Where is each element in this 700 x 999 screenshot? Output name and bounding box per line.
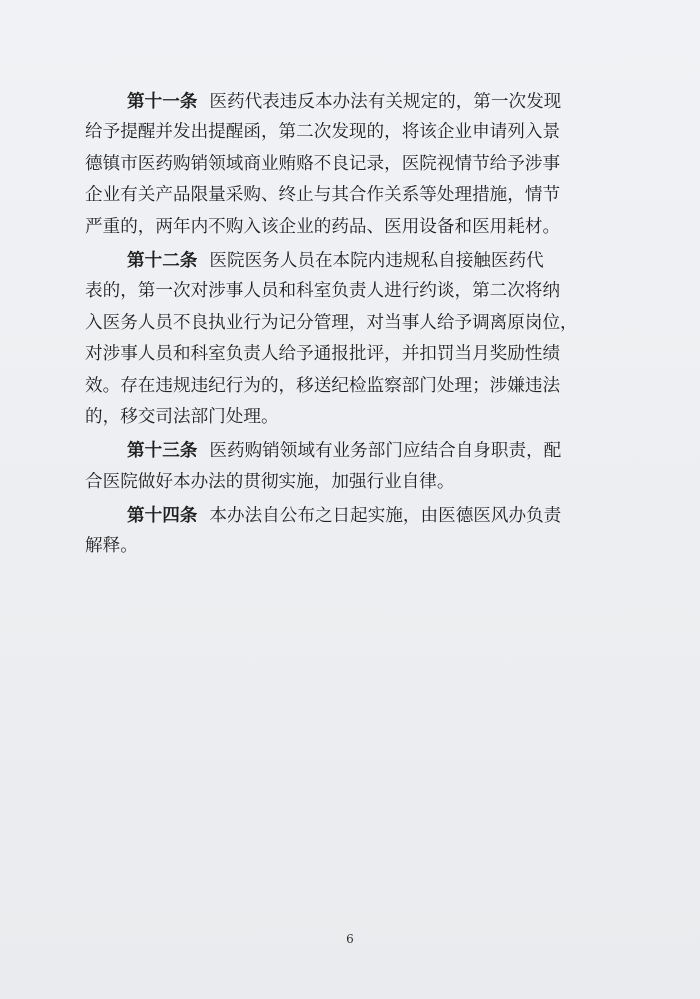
page-number: 6: [346, 932, 354, 946]
article-text: 医药代表违反本办法有关规定的，第一次发现: [209, 92, 562, 112]
article-11: [85, 86, 605, 243]
article-14: [85, 500, 605, 563]
article-line: 企业有关产品限量采购、终止与其合作关系等处理措施，情节: [85, 185, 561, 206]
article-12: [85, 245, 605, 433]
article-13: [85, 435, 605, 498]
article-line: 严重的，两年内不购入该企业的药品、医用设备和医用耗材。: [85, 216, 561, 237]
article-first-line: [85, 86, 605, 117]
article-first-line: [85, 500, 605, 531]
article-line: 表的，第一次对涉事人员和科室负责人进行约谈，第二次将纳: [85, 281, 561, 302]
article-line: 解释。: [85, 536, 138, 557]
article-first-line: [85, 435, 605, 466]
article-number: 第十三条: [127, 440, 198, 462]
article-line: 德镇市医药购销领域商业贿赂不良记录，医院视情节给予涉事: [85, 153, 561, 174]
article-first-line: [85, 245, 605, 276]
article-number: 第十四条: [127, 505, 198, 527]
article-text: 本办法自公布之日起实施，由医德医风办负责: [209, 506, 562, 527]
article-number: 第十二条: [127, 249, 198, 271]
document-body: [85, 86, 605, 563]
article-line: 的，移交司法部门处理。: [85, 406, 279, 427]
article-line: 入医务人员不良执业行为记分管理，对当事人给予调离原岗位，: [85, 312, 578, 333]
article-text: 医院医务人员在本院内违规私自接触医药代: [209, 250, 544, 271]
article-line: 给予提醒并发出提醒函，第二次发现的，将该企业申请列入景: [85, 122, 561, 143]
article-line: 合医院做好本办法的贯彻实施，加强行业自律。: [85, 471, 455, 492]
article-line: 效。存在违规违纪行为的，移送纪检监察部门处理；涉嫌违法: [85, 375, 561, 396]
article-number: 第十一条: [127, 91, 198, 112]
article-line: 对涉事人员和科室负责人给予通报批评，并扣罚当月奖励性绩: [85, 344, 561, 365]
article-text: 医药购销领域有业务部门应结合自身职责，配: [209, 441, 562, 462]
